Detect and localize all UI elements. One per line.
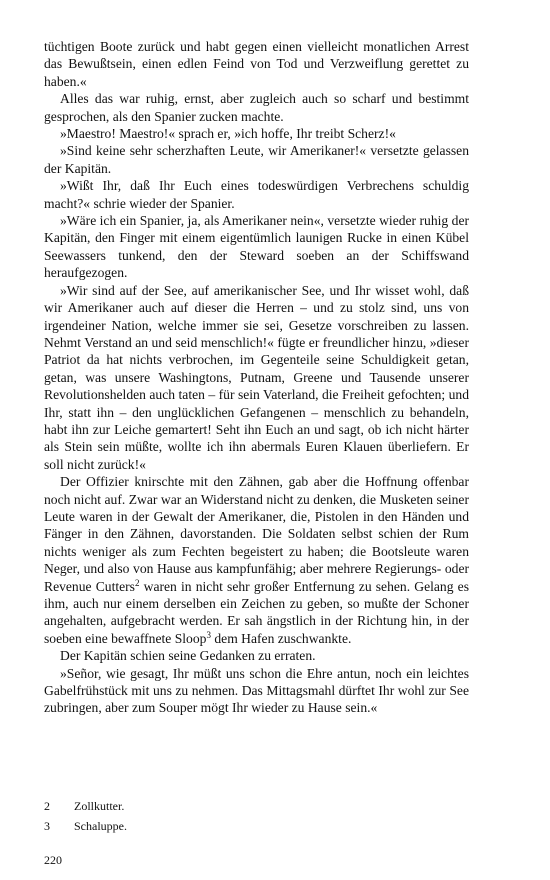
footnote-text: Schaluppe.	[74, 819, 127, 833]
main-text	[44, 38, 469, 717]
paragraph: Der Kapitän schien seine Gedanken zu erraten.	[60, 648, 316, 664]
paragraph: »Sind keine sehr scherzhaften Leute, wir Amerikaner!« versetzte gelassen der Kapitän.	[44, 143, 469, 176]
paragraph-text: waren in nicht sehr großer Entfernung zu sehen. Gelang es ihm, auch nur einem derselben ein Zeichen zu geben, so mußte der Schoner angehalten, aufgebracht werden. Er sah ängstlich in der Richtung hin, in der soeben eine bewaffnete Sloop	[44, 578, 469, 646]
paragraph-with-footnotes	[44, 473, 469, 647]
footnote-ref[interactable]: 3	[206, 629, 211, 640]
footnote	[44, 816, 469, 836]
paragraph: »Wißt Ihr, daß Ihr Euch eines todeswürdigen Verbrechens schuldig macht?« schrie wieder der Spanier.	[44, 178, 469, 211]
footnote	[44, 796, 469, 816]
paragraph-text: Der Offizier knirschte mit den Zähnen, gab aber die Hoffnung offenbar noch nicht auf. Zwar war an Widerstand nicht zu denken, die Musketen seiner Leute waren in der Gewalt der Amerikaner, die, Pistolen in den Händen und Fänger in den Zähnen, davorstanden. Die Soldaten selbst schien der Rum nichts weniger als zum Fechten begeistert zu haben; die Bootsleute waren Neger, und also von Hause aus kampfunfähig; aber mehrere Regierungs- oder Revenue Cutters	[44, 474, 469, 594]
footnote-text: Zollkutter.	[74, 799, 125, 813]
footnote-ref[interactable]: 2	[134, 577, 140, 588]
footnote-number: 2	[44, 799, 50, 813]
paragraph: Alles das war ruhig, ernst, aber zugleich auch so scharf und bestimmt gesprochen, als den Spanier zucken machte.	[44, 91, 469, 124]
footnote-number: 3	[44, 819, 50, 833]
paragraph-text: dem Hafen zuschwankte.	[214, 630, 352, 646]
page-number: 220	[44, 853, 62, 867]
paragraph: »Wäre ich ein Spanier, ja, als Amerikaner nein«, versetzte wieder ruhig der Kapitän, den Finger mit einem eigentümlich launigen Rucke in einen Kübel Seewassers tunkend, den der Steward soeben an der Schiffswand heraufgezogen.	[44, 213, 469, 281]
paragraph: »Maestro! Maestro!« sprach er, »ich hoffe, Ihr treibt Scherz!«	[60, 126, 396, 142]
paragraph: »Wir sind auf der See, auf amerikanischer See, und Ihr wisset wohl, daß wir Amerikaner auch auf dieser die Herren – und zu stolz sind, uns von irgendeiner Nation, welche immer sie sei, Gesetze vorschreiben zu lassen. Nehmt Verstand an und seid menschlich!« fügte er freundlicher hinzu, »dieser Patriot da hat nichts verbrochen, im Gegenteile seine Schuldigkeit getan, getan, was unsere Washingtons, Putnam, Greene und Tausende unserer Revolutionshelden auch taten – für sein Vaterland, die Freiheit gefochten; und Ihr, statt ihn – den unglücklichen Gefangenen – menschlich zu behandeln, habt ihn zur Leiche gemartert! Seht ihn Euch an und sagt, ob ich nicht härter als Stein sein müßte, wollte ich ihn abermals Euren Klauen überliefern. Er soll nicht zurück!«	[44, 282, 469, 472]
footnotes	[44, 796, 469, 836]
paragraph: tüchtigen Boote zurück und habt gegen einen vielleicht monatlichen Arrest das Bewußtsein, einen edlen Feind von Tod und Verzweiflung gerettet zu haben.«	[44, 39, 469, 89]
paragraph: »Señor, wie gesagt, Ihr müßt uns schon die Ehre antun, noch ein leichtes Gabelfrühstück mit uns zu nehmen. Das Mittagsmahl dürftet Ihr wohl zur See zubringen, aber zum Souper mögt Ihr wieder zu Hause sein.«	[44, 665, 469, 716]
